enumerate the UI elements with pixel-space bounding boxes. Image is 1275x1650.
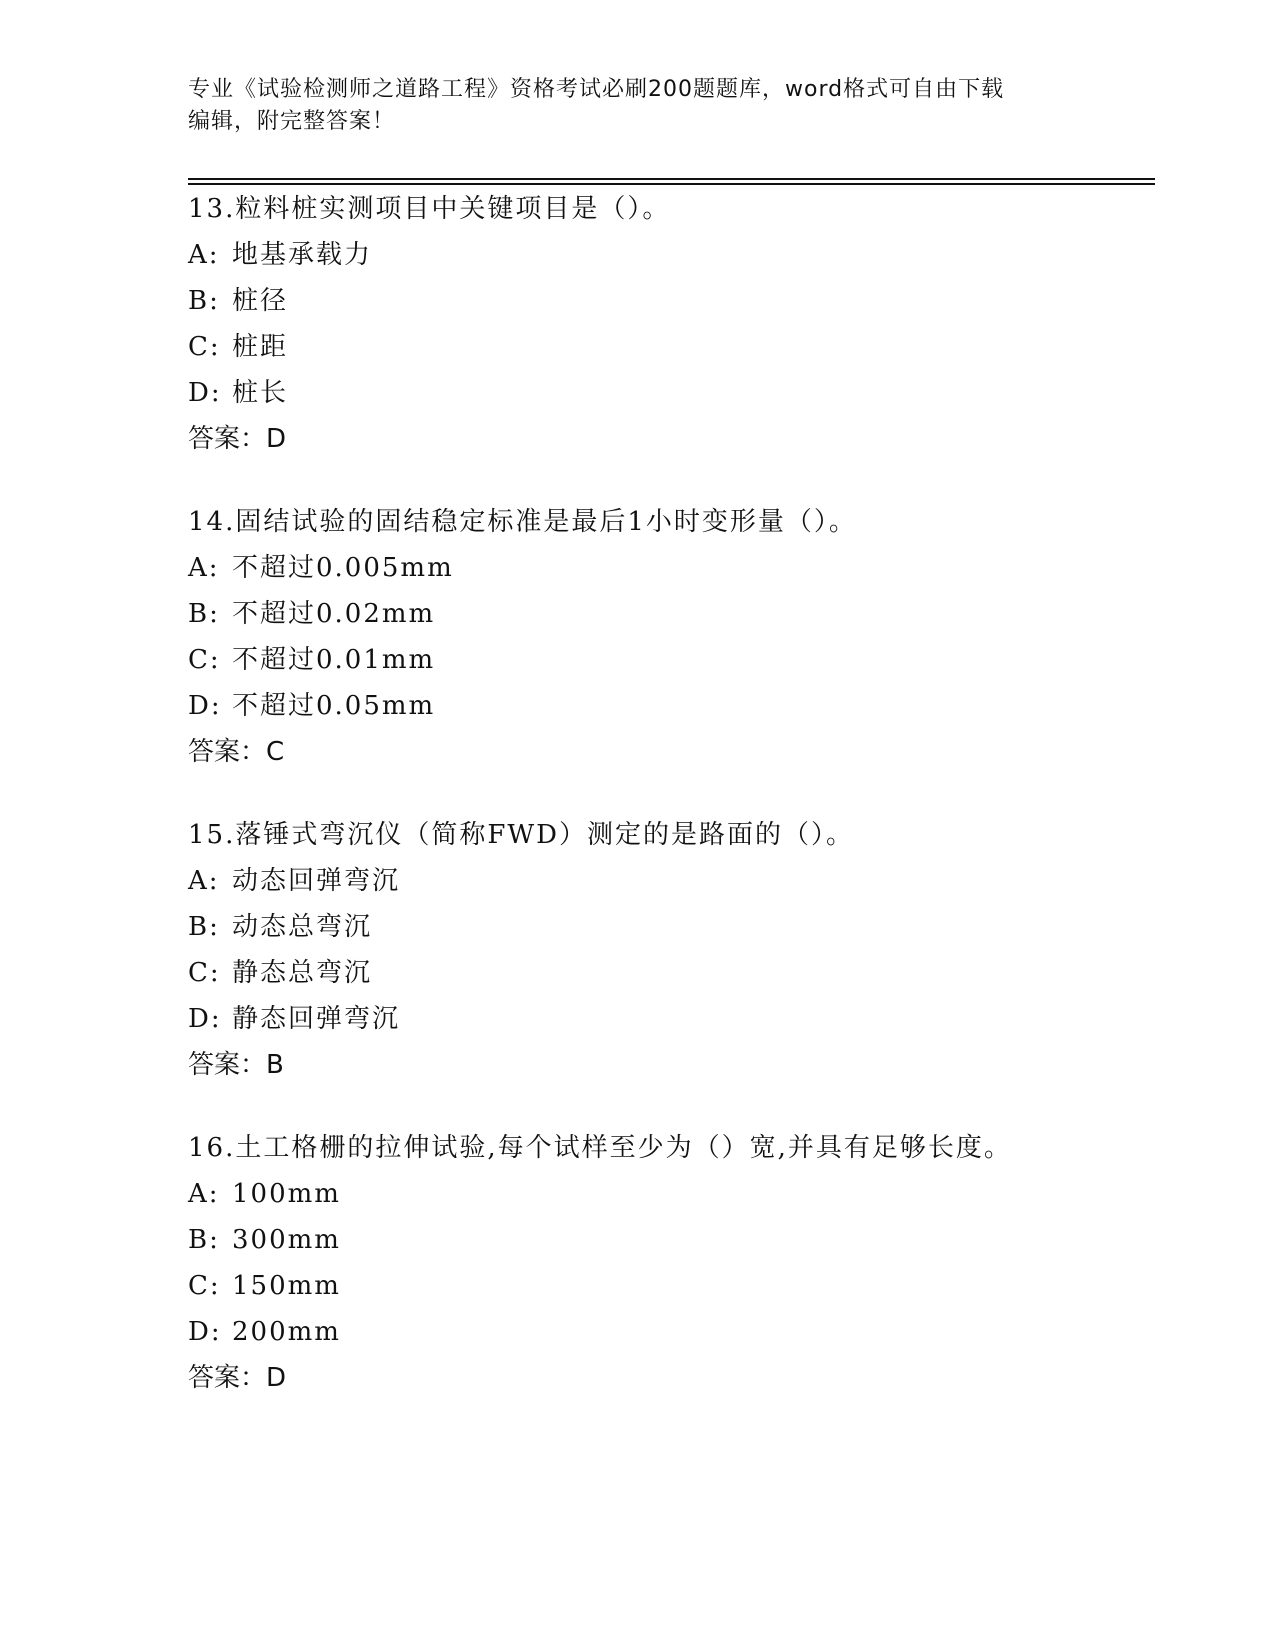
question-stem: 13.粒料桩实测项目中关键项目是（）。 (188, 194, 671, 224)
option-c: C: 桩距 (188, 332, 289, 362)
answer-line: 答案：C (188, 737, 285, 767)
option-b: B: 300mm (188, 1225, 341, 1255)
option-a: A: 地基承载力 (188, 240, 373, 270)
question-14 (188, 499, 1168, 775)
question-15 (188, 812, 1168, 1088)
option-a: A: 100mm (188, 1179, 341, 1209)
question-16 (188, 1125, 1168, 1401)
option-a: A: 不超过0.005mm (188, 553, 454, 583)
option-a: A: 动态回弹弯沉 (188, 866, 401, 896)
answer-line: 答案：B (188, 1050, 284, 1080)
option-b: B: 不超过0.02mm (188, 599, 436, 629)
document-header (188, 74, 1088, 138)
option-b: B: 桩径 (188, 286, 289, 316)
answer-line: 答案：D (188, 1363, 287, 1393)
answer-line: 答案：D (188, 424, 287, 454)
option-d: D: 静态回弹弯沉 (188, 1004, 401, 1034)
option-b: B: 动态总弯沉 (188, 912, 373, 942)
option-d: D: 不超过0.05mm (188, 691, 436, 721)
option-c: C: 静态总弯沉 (188, 958, 373, 988)
question-13 (188, 186, 1168, 462)
header-line-1: 专业《试验检测师之道路工程》资格考试必刷200题题库，word格式可自由下载 (188, 77, 1005, 102)
option-d: D: 200mm (188, 1317, 341, 1347)
header-line-2: 编辑，附完整答案！ (188, 109, 396, 134)
option-d: D: 桩长 (188, 378, 289, 408)
question-stem: 15.落锤式弯沉仪（简称FWD）测定的是路面的（）。 (188, 820, 854, 850)
question-stem: 14.固结试验的固结稳定标准是最后1小时变形量（）。 (188, 507, 857, 537)
header-divider-bottom (188, 183, 1155, 185)
question-stem: 16.土工格栅的拉伸试验,每个试样至少为（）宽,并具有足够长度。 (188, 1133, 1012, 1163)
option-c: C: 150mm (188, 1271, 341, 1301)
header-divider-top (188, 178, 1155, 180)
option-c: C: 不超过0.01mm (188, 645, 436, 675)
